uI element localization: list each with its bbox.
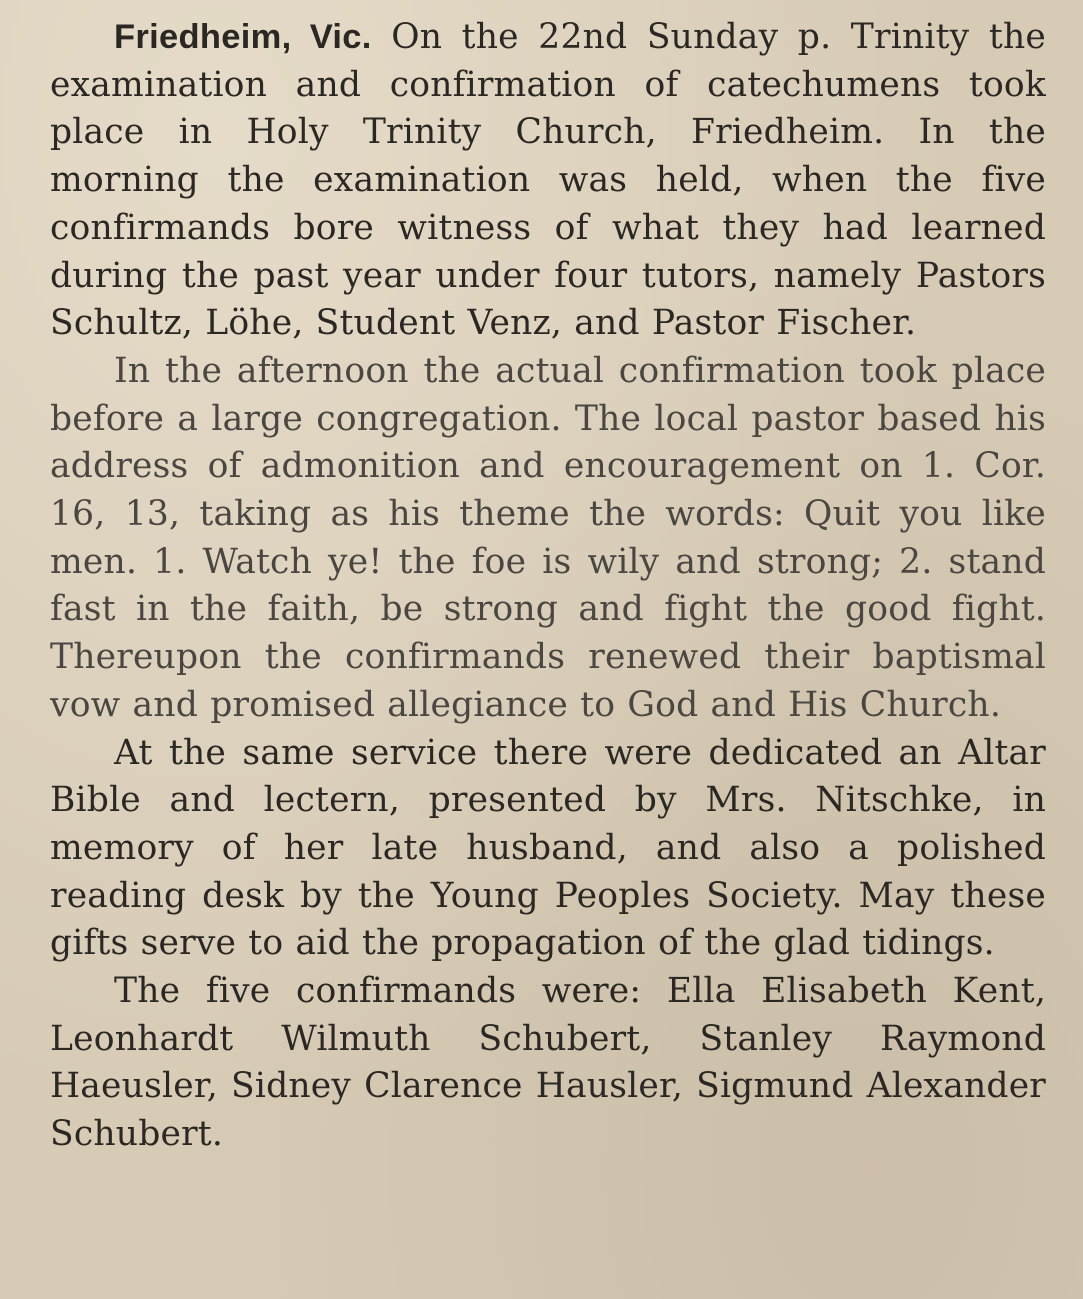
newspaper-article: [50, 14, 1046, 1294]
article-paragraph-4: The five confirmands were: Ella Elisabeth Kent, Leonhardt Wilmuth Schubert, Stanley Raymond Haeusler, Sidney Clarence Hausler, Sigmund Alexander Schubert.: [50, 971, 1046, 1155]
article-paragraph-1: [50, 14, 1046, 348]
article-paragraph-3: At the same service there were dedicated an Altar Bible and lectern, presented by Mrs. Nitschke, in memory of her late husband, and also a polished reading desk by the Young Peoples Society. May these gifts serve to aid the propagation of the glad tidings.: [50, 732, 1046, 964]
article-paragraph-2: In the afternoon the actual confirmation took place before a large congregation. The local pastor based his address of admonition and encouragement on 1. Cor. 16, 13, taking as his theme the words: Quit you like men. 1. Watch ye! the foe is wily and strong; 2. stand fast in the faith, be strong and fight the good fight. Thereupon the confirmands renewed their baptismal vow and promised allegiance to God and His Church.: [50, 350, 1046, 725]
paragraph-1-text: On the 22nd Sunday p. Trinity the examination and confirmation of catechumens took place in Holy Trinity Church, Friedheim. In the morning the examination was held, when the five confirmands bore witness of what they had learned during the past year under four tutors, namely Pastors Schultz, Löhe, Student Venz, and Pastor Fischer.: [50, 17, 1046, 344]
article-lead-heading: Friedheim, Vic.: [114, 18, 372, 56]
